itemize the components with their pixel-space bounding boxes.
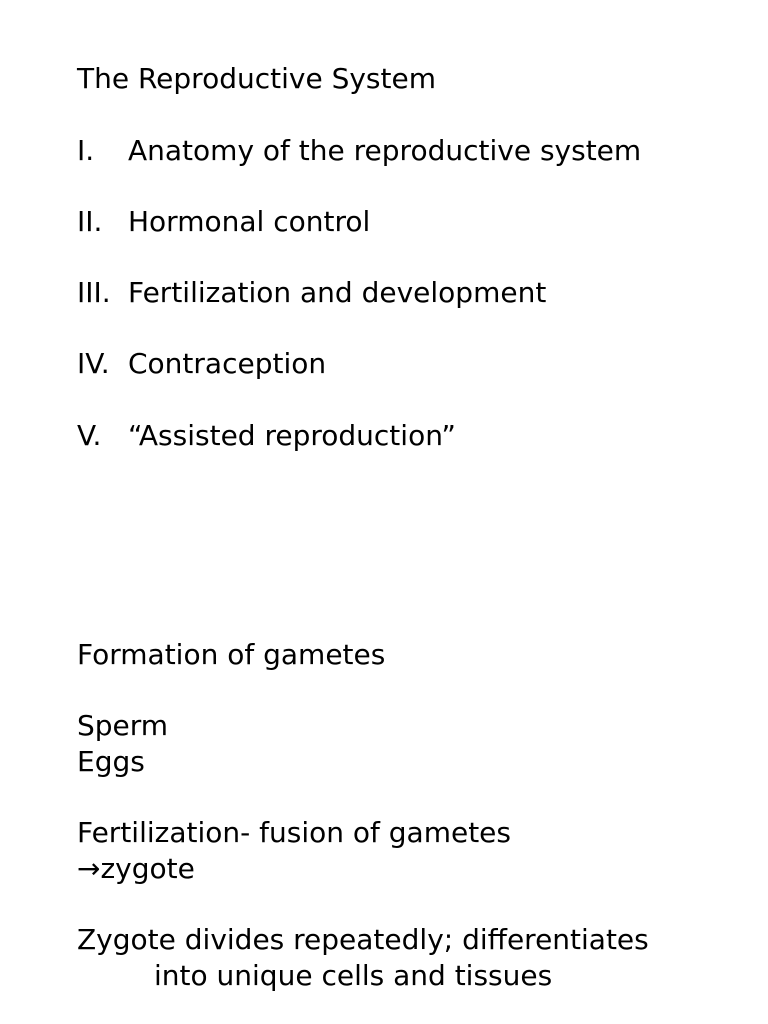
outline-item-5 xyxy=(77,418,456,454)
outline-item-4 xyxy=(77,346,326,382)
outline-text: Fertilization and development xyxy=(128,276,547,309)
outline-numeral: II. xyxy=(77,205,103,238)
outline-numeral: V. xyxy=(77,419,102,452)
section-heading: Formation of gametes xyxy=(77,638,386,671)
outline-numeral: III. xyxy=(77,276,111,309)
zygote-divides-continuation: into unique cells and tissues xyxy=(154,959,553,992)
outline-numeral: I. xyxy=(77,134,95,167)
outline-item-2 xyxy=(77,204,370,240)
outline-text: Anatomy of the reproductive system xyxy=(128,134,642,167)
outline-item-1 xyxy=(77,133,641,169)
gamete-item-eggs: Eggs xyxy=(77,745,145,778)
fertilization-line: Fertilization- fusion of gametes xyxy=(77,816,511,849)
page-title: The Reproductive System xyxy=(77,62,436,95)
zygote-line: →zygote xyxy=(77,852,195,885)
outline-text: Contraception xyxy=(128,347,327,380)
gamete-item-sperm: Sperm xyxy=(77,709,169,742)
zygote-divides-line: Zygote divides repeatedly; differentiates xyxy=(77,923,649,956)
outline-text: “Assisted reproduction” xyxy=(128,419,456,452)
outline-numeral: IV. xyxy=(77,347,110,380)
outline-item-3 xyxy=(77,275,546,311)
outline-text: Hormonal control xyxy=(128,205,371,238)
